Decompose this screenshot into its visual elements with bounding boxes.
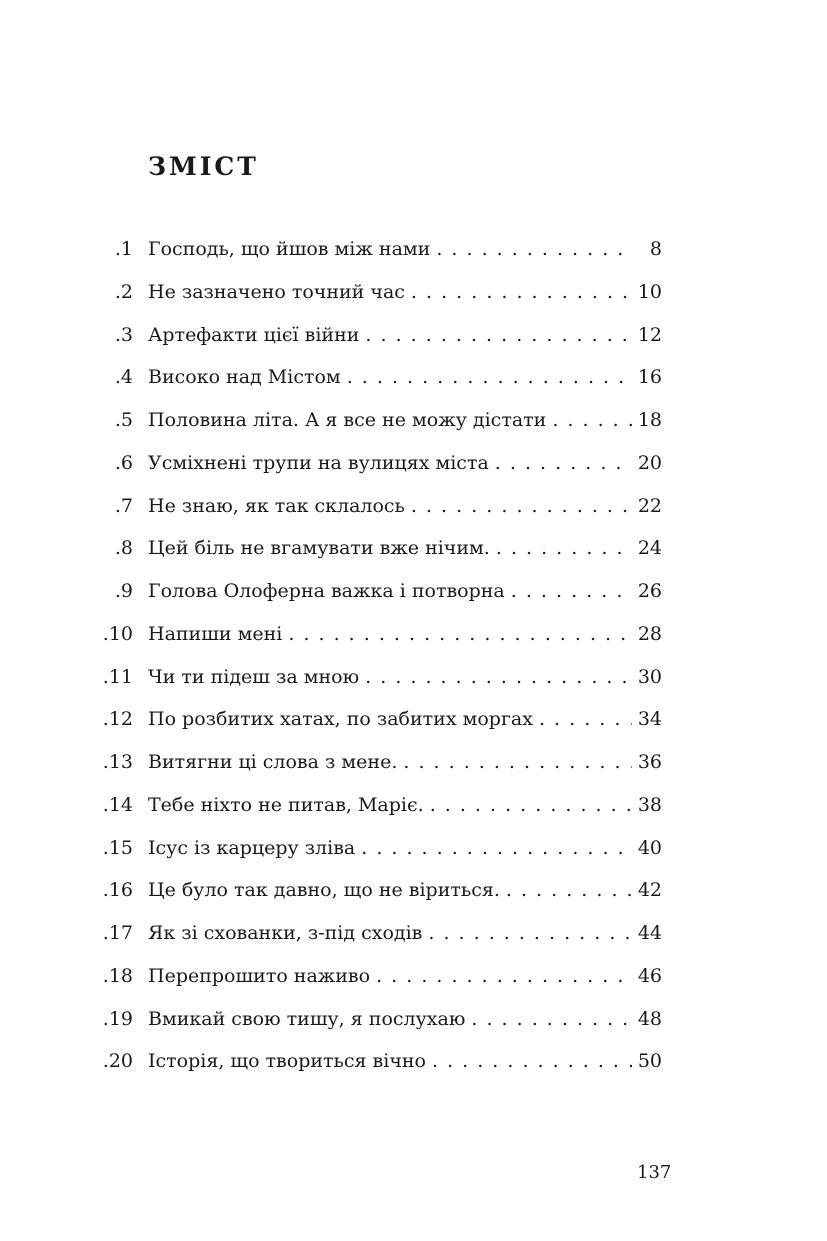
toc-entry-page: 34 [637,708,662,731]
toc-entry-12 [90,710,662,753]
toc-entry-title: Цей біль не вгамувати вже нічим. [148,537,490,560]
toc-entry-7 [90,494,662,540]
toc-entry-page: 30 [637,665,662,688]
dot-leader [495,454,632,473]
dot-leader [376,967,632,986]
toc-entry-page: 10 [637,280,662,303]
toc-entry-title: Історія, що твориться вічно [148,1050,426,1073]
dot-leader [403,753,631,772]
toc-entry-number: .14 [102,793,133,816]
toc-entry-page: 38 [637,793,662,816]
dot-leader [411,283,632,302]
toc-entry-number: .3 [114,323,133,346]
toc-entry-page: 26 [637,580,662,602]
dot-leader [365,326,631,345]
toc-entry-page: 46 [637,964,662,987]
toc-entry-number: .12 [102,708,133,731]
toc-entry-page: 44 [637,922,662,944]
toc-entry-1 [90,240,662,283]
toc-entry-5 [90,411,662,454]
toc-entry-number: .9 [114,580,133,602]
toc-entry-13 [90,753,662,796]
toc-entry-number: .10 [102,622,133,645]
toc-entry-11 [90,665,662,711]
toc-entry-page: 36 [637,751,662,773]
page-title: ЗМІСТ [148,152,259,181]
toc-entry-number: .18 [102,964,133,987]
toc-entry-title: Напиши мені [148,622,283,645]
dot-leader [430,796,632,815]
toc-entry-4 [90,368,662,411]
toc-entry-17 [90,924,662,967]
toc-entry-3 [90,323,662,369]
toc-entry-page: 40 [637,836,662,859]
dot-leader [432,1052,632,1071]
dot-leader [365,668,632,687]
toc-entry-title: Не зазначено точний час [148,280,405,303]
page-number: 137 [637,1162,672,1183]
toc-entry-number: .6 [114,451,133,474]
toc-entry-number: .13 [102,751,133,773]
toc-entry-6 [90,451,662,497]
dot-leader [428,924,631,943]
toc-entry-number: .11 [102,665,133,688]
toc-entry-number: .7 [114,494,133,517]
toc-entry-number: .17 [102,922,133,944]
dot-leader [436,240,634,259]
toc-entry-title: Господь, що йшов між нами [148,238,431,260]
dot-leader [288,625,631,644]
dot-leader [511,582,632,601]
toc-entry-page: 18 [637,409,662,431]
toc-entry-title: Усміхнені трупи на вулицях міста [148,451,489,474]
dot-leader [552,411,631,430]
toc-entry-title: Витягни ці слова з мене. [148,751,398,773]
toc-entry-title: Половина літа. А я все не можу дістати [148,409,547,431]
toc-entry-18 [90,964,662,1010]
toc-entry-title: Голова Олоферна важка і потворна [148,580,505,602]
dot-leader [347,368,632,387]
toc-entry-page: 12 [637,323,662,346]
dot-leader [506,881,632,900]
dot-leader [411,497,632,516]
toc-entry-15 [90,836,662,882]
toc-entry-8 [90,539,662,582]
toc-entry-page: 50 [637,1050,662,1073]
toc-entry-16 [90,881,662,924]
toc-entry-number: .2 [114,280,133,303]
toc-entry-number: .1 [114,238,133,260]
toc-entry-page: 28 [637,622,662,645]
toc-entry-2 [90,280,662,326]
toc-entry-title: Високо над Містом [148,366,341,389]
toc-entry-number: .19 [102,1007,133,1030]
toc-entry-page: 22 [637,494,662,517]
toc-entry-title: Тебе ніхто не питав, Маріє. [148,793,424,816]
toc-entry-number: .5 [114,409,133,431]
toc-entry-14 [90,793,662,839]
toc-entry-10 [90,622,662,668]
toc-entry-title: Перепрошито наживо [148,964,371,987]
toc-entry-title: Чи ти підеш за мною [148,665,360,688]
toc-entry-page: 24 [637,537,662,560]
dot-leader [361,839,632,858]
toc-entry-title: Це було так давно, що не віриться. [148,879,500,902]
toc-entry-number: .20 [102,1050,133,1073]
toc-entry-19 [90,1007,662,1053]
toc-entry-page: 20 [637,451,662,474]
toc-entry-page: 16 [637,366,662,389]
toc-entry-title: Як зі схованки, з-під сходів [148,922,423,944]
toc-entry-page: 42 [637,879,662,902]
toc-entry-page: 48 [637,1007,662,1030]
toc-entry-number: .4 [114,366,133,389]
toc-entry-20 [90,1052,662,1095]
toc-entry-number: .16 [102,879,133,902]
toc-entry-title: Ісус із карцеру зліва [148,836,356,859]
dot-leader [471,1010,631,1029]
toc-entry-title: По розбитих хатах, по забитих моргах [148,708,533,731]
toc-entry-page: 8 [649,238,662,260]
dot-leader [496,539,632,558]
dot-leader [539,710,632,729]
toc-entry-title: Артефакти цієї війни [148,323,360,346]
toc-entry-number: .15 [102,836,133,859]
toc-entry-title: Вмикай свою тишу, я послухаю [148,1007,466,1030]
toc-entry-9 [90,582,662,625]
toc-entry-title: Не знаю, як так склалось [148,494,405,517]
table-of-contents [90,240,662,1095]
toc-entry-number: .8 [114,537,133,560]
